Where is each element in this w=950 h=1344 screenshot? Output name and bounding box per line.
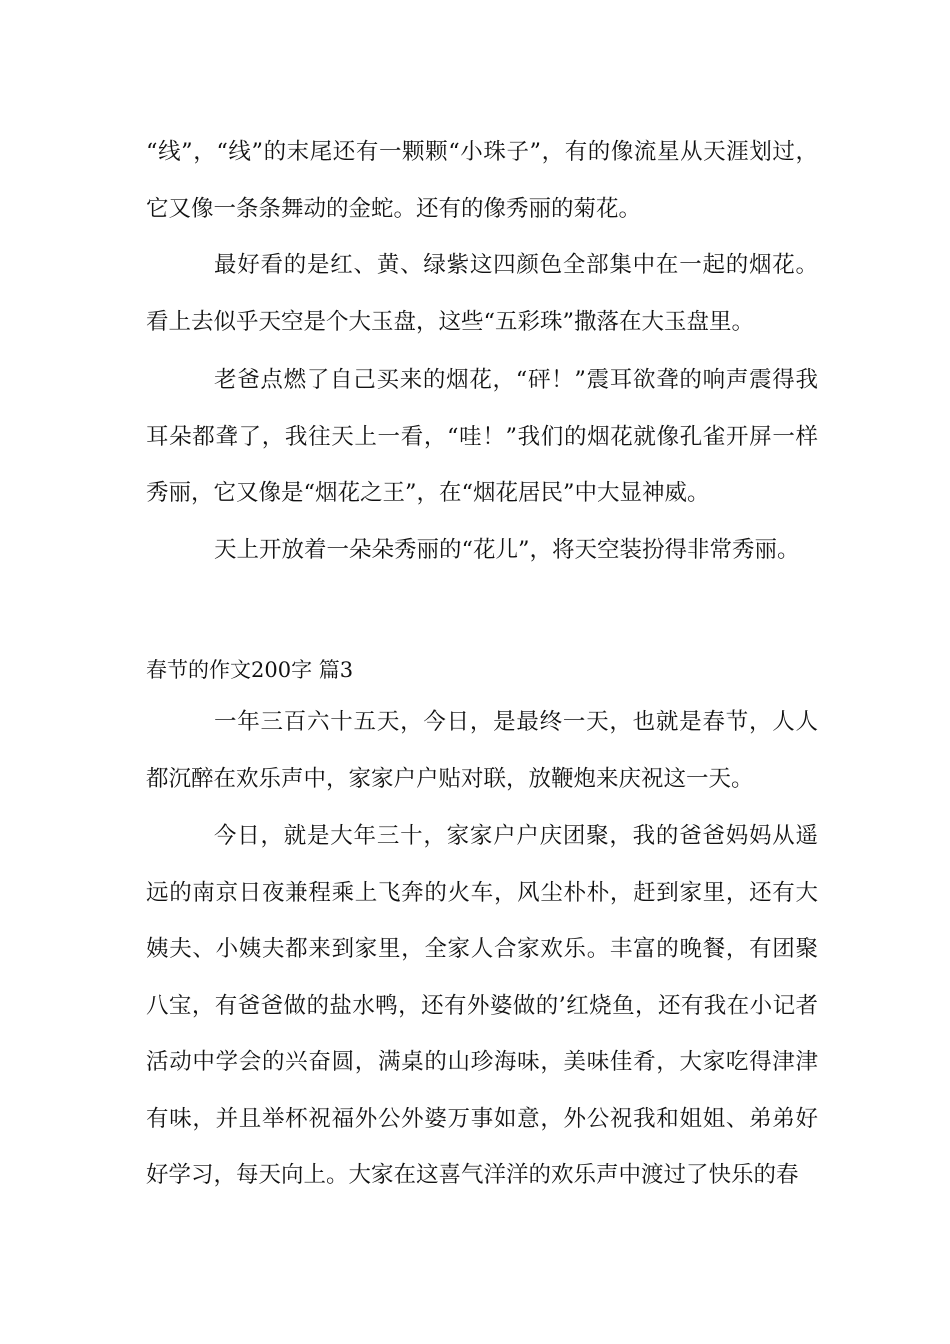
paragraph-fireworks-lines: “线”，“线”的末尾还有一颗颗“小珠子”，有的像流星从天涯划过，它又像一条条舞动的金蛇。还有的像秀丽的菊花。 xyxy=(146,139,818,222)
section-heading: 春节的作文200字 篇3 xyxy=(146,658,354,682)
paragraph-four-colors: 最好看的是红、黄、绿紫这四颜色全部集中在一起的烟花。看上去似乎天空是个大玉盘，这些“五彩珠”撒落在大玉盘里。 xyxy=(146,252,818,335)
paragraph-new-year-eve: 今日，就是大年三十，家家户户庆团聚，我的爸爸妈妈从遥远的南京日夜兼程乘上飞奔的火车，风尘朴朴，赶到家里，还有大姨夫、小姨夫都来到家里，全家人合家欢乐。丰富的晚餐，有团聚八宝，有爸爸做的盐水鸭，还有外婆做的’红烧鱼，还有我在小记者活动中学会的兴奋圆，满桌的山珍海味，美味佳肴，大家吃得津津有味，并且举杯祝福外公外婆万事如意，外公祝我和姐姐、弟弟好好学习，每天向上。大家在这喜气洋洋的欢乐声中渡过了快乐的春 xyxy=(146,823,818,1188)
paragraph-last-day: 一年三百六十五天，今日，是最终一天，也就是春节，人人都沉醉在欢乐声中，家家户户贴对联，放鞭炮来庆祝这一天。 xyxy=(146,709,818,792)
paragraph-dad-fireworks: 老爸点燃了自己买来的烟花，“砰！”震耳欲聋的响声震得我耳朵都聋了，我往天上一看，“哇！”我们的烟花就像孔雀开屏一样秀丽，它又像是“烟花之王”，在“烟花居民”中大显神威。 xyxy=(146,367,818,506)
paragraph-sky-flowers: 天上开放着一朵朵秀丽的“花儿”，将天空装扮得非常秀丽。 xyxy=(214,537,800,563)
